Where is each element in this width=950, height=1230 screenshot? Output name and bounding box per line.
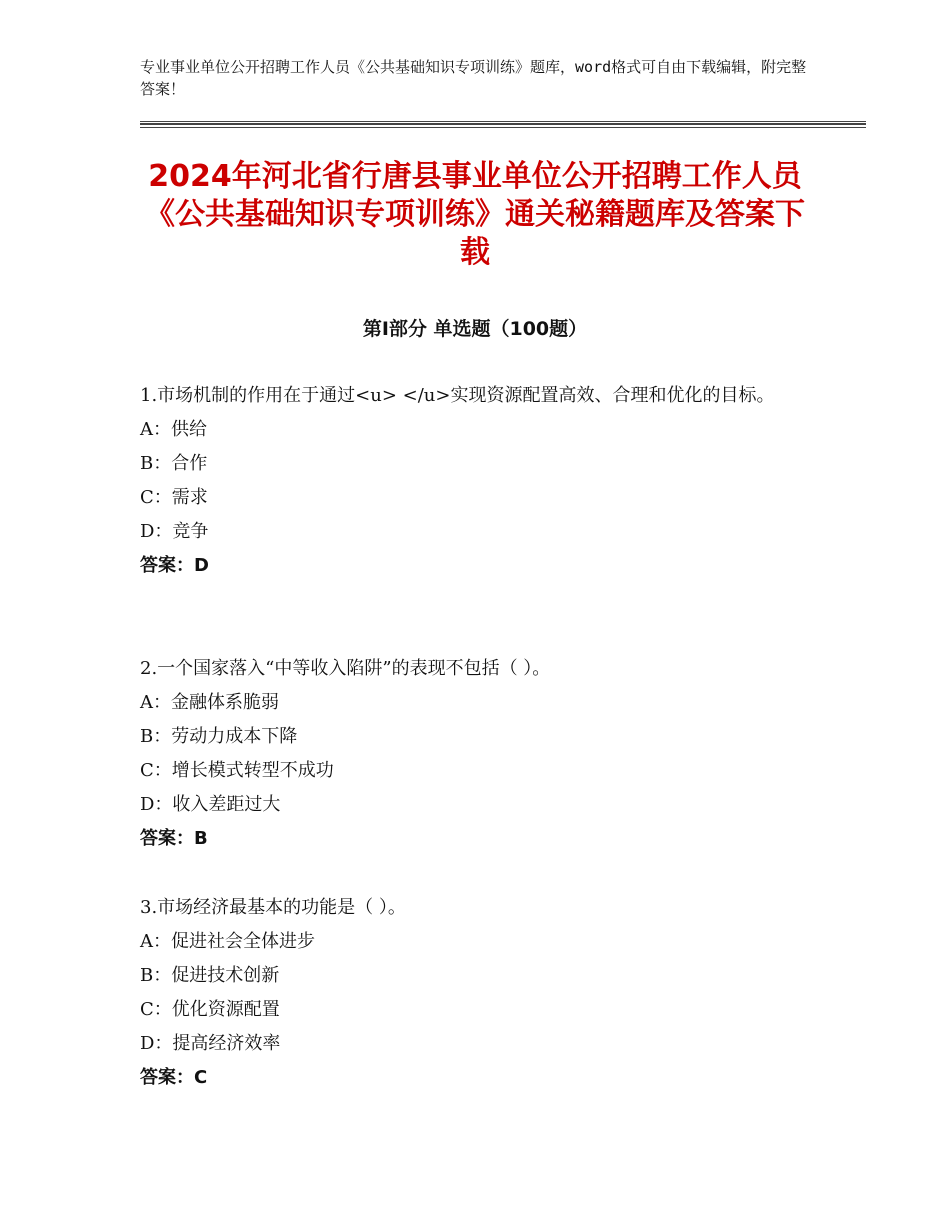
document-title: 2024年河北省行唐县事业单位公开招聘工作人员《公共基础知识专项训练》通关秘籍题库及答案下载 (145, 159, 805, 270)
option-d: D：收入差距过大 (140, 794, 281, 815)
header-note: 专业事业单位公开招聘工作人员《公共基础知识专项训练》题库，word格式可自由下载编辑，附完整答案！ (140, 58, 807, 98)
question-stem: 2.一个国家落入“中等收入陷阱”的表现不包括（ ）。 (140, 658, 551, 679)
option-a: A：金融体系脆弱 (140, 692, 279, 713)
option-a: A：促进社会全体进步 (140, 931, 315, 952)
question-3 (140, 891, 812, 1095)
option-c: C：优化资源配置 (140, 999, 280, 1020)
header-rule-bottom (140, 127, 866, 128)
question-stem: 3.市场经济最基本的功能是（ ）。 (140, 897, 406, 918)
header-rule-middle (140, 123, 866, 125)
option-c: C：增长模式转型不成功 (140, 760, 334, 781)
header-rule-top (140, 121, 866, 122)
option-d: D：提高经济效率 (140, 1033, 281, 1054)
option-b: B：合作 (140, 453, 208, 474)
answer-line: 答案：D (140, 555, 209, 576)
question-stem: 1.市场机制的作用在于通过<u> </u>实现资源配置高效、合理和优化的目标。 (140, 385, 775, 406)
question-2 (140, 652, 812, 856)
answer-line: 答案：B (140, 828, 208, 849)
option-d: D：竞争 (140, 521, 209, 542)
question-1 (140, 379, 812, 583)
option-b: B：促进技术创新 (140, 965, 280, 986)
section-title: 第Ⅰ部分 单选题（100题） (362, 318, 588, 340)
option-c: C：需求 (140, 487, 208, 508)
option-a: A：供给 (140, 419, 207, 440)
option-b: B：劳动力成本下降 (140, 726, 298, 747)
answer-line: 答案：C (140, 1067, 208, 1088)
